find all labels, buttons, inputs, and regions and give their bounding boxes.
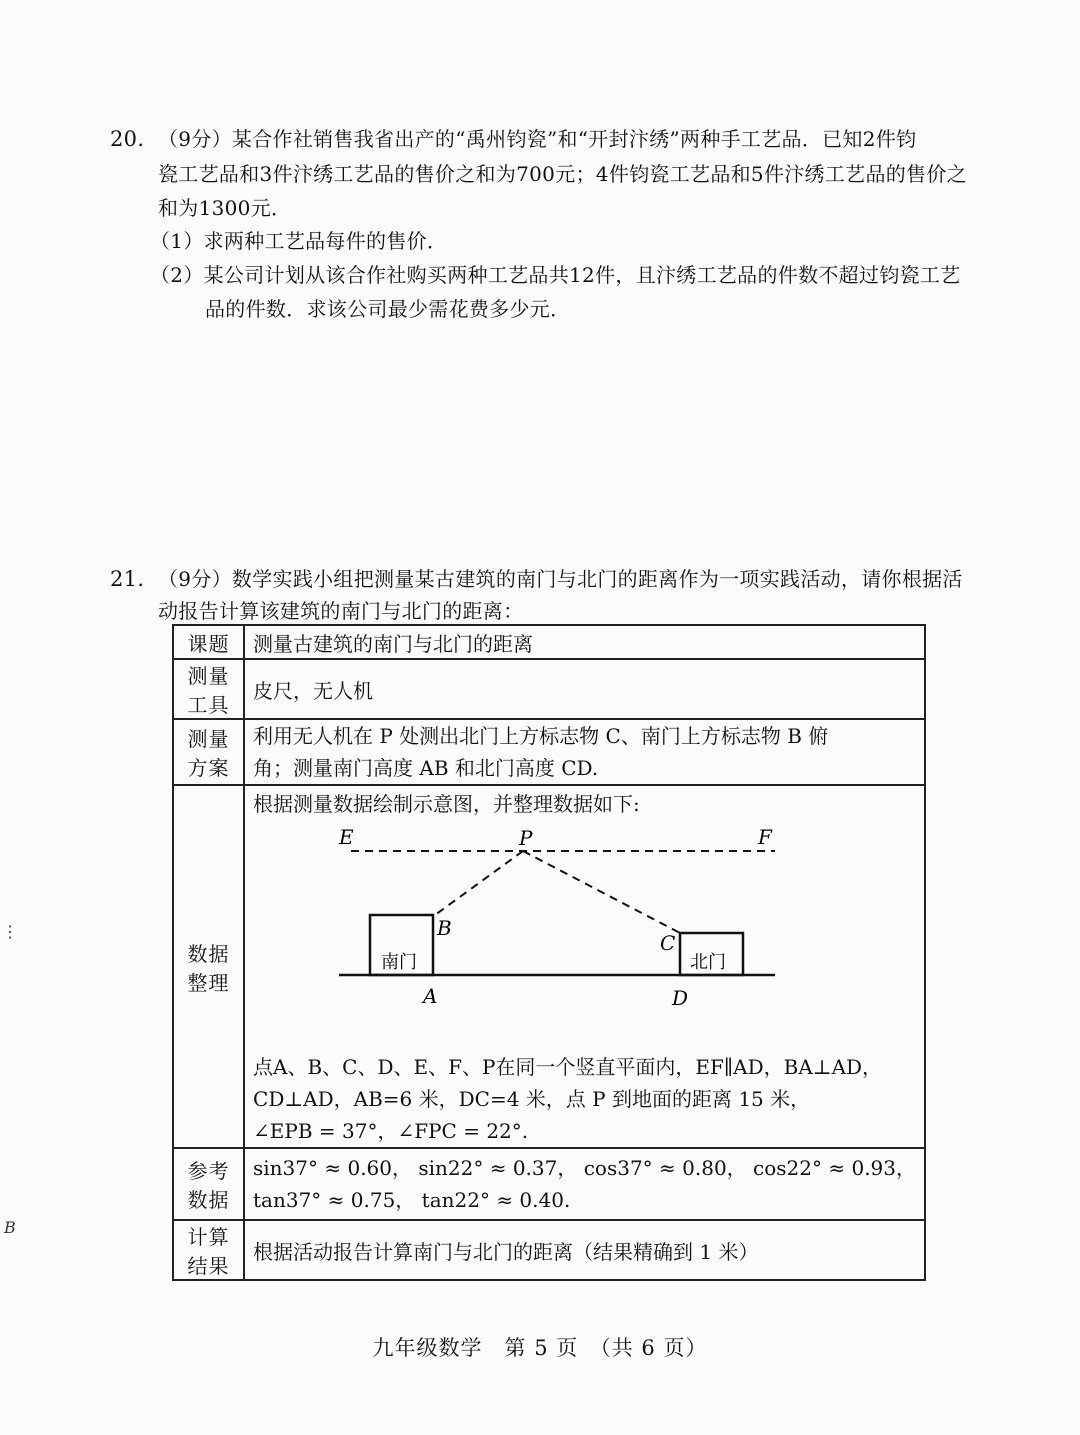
row-reference [173,1148,925,1220]
data-label: 数据整理 [173,785,244,1148]
row-result [173,1220,925,1280]
gate-diagram [253,820,853,1045]
reference-line-2: tan37° ≈ 0.75， tan22° ≈ 0.40. [253,1188,571,1212]
q20-number: 20. [110,127,145,151]
topic-label: 课题 [173,625,244,659]
reference-line-1: sin37° ≈ 0.60， sin22° ≈ 0.37， cos37° ≈ 0.80， cos22° ≈ 0.93， [253,1156,916,1180]
row-data [173,785,925,1148]
row-topic [173,625,925,659]
label-F: F [758,825,772,849]
data-line-2: CD⊥AD，AB=6 米，DC=4 米，点 P 到地面的距离 15 米， [253,1087,811,1111]
reference-label: 参考数据 [173,1148,244,1220]
tools-value: 皮尺，无人机 [244,659,925,719]
q20-part-2-line-1: （2）某公司计划从该合作社购买两种工艺品共12件，且汴绣工艺品的件数不超过钧瓷工艺 [150,263,961,287]
activity-report-table [172,624,926,1281]
plan-line-1: 利用无人机在 P 处测出北门上方标志物 C、南门上方标志物 B 俯 [253,724,829,748]
reference-value [244,1148,925,1220]
topic-value: 测量古建筑的南门与北门的距离 [244,625,925,659]
south-gate-label: 南门 [381,952,418,973]
tools-label: 测量工具 [173,659,244,719]
margin-mark-2: B [4,1218,16,1237]
data-value [244,785,925,1148]
data-intro: 根据测量数据绘制示意图，并整理数据如下: [253,792,640,816]
label-P: P [519,826,533,850]
margin-mark-1: ⋮ [2,922,18,941]
q20-line-1: （9分）某合作社销售我省出产的“禹州钧瓷”和“开封汴绣”两种手工艺品．已知2件钧 [158,127,917,151]
north-gate-label: 北门 [690,952,727,973]
q20-part-1: （1）求两种工艺品每件的售价． [150,229,448,253]
q21-line-1: （9分）数学实践小组把测量某古建筑的南门与北门的距离作为一项实践活动，请你根据活 [158,567,963,591]
plan-line-2: 角；测量南门高度 AB 和北门高度 CD. [253,756,599,780]
page-footer: 九年级数学 第 5 页 （共 6 页） [372,1336,708,1360]
result-label: 计算结果 [173,1220,244,1280]
row-tools [173,659,925,719]
data-line-1: 点A、B、C、D、E、F、P在同一个竖直平面内，EF∥AD，BA⊥AD， [253,1055,883,1079]
result-value: 根据活动报告计算南门与北门的距离（结果精确到 1 米） [244,1220,925,1280]
label-A: A [423,984,438,1008]
label-B: B [437,916,452,940]
label-E: E [339,825,354,849]
q20-line-2: 瓷工艺品和3件汴绣工艺品的售价之和为700元；4件钧瓷工艺品和5件汴绣工艺品的售价之 [158,162,967,186]
label-C: C [660,931,676,955]
row-plan [173,719,925,785]
q20-part-2-line-2: 品的件数．求该公司最少需花费多少元． [205,297,571,321]
plan-value [244,719,925,785]
q21-line-2: 动报告计算该建筑的南门与北门的距离： [158,599,524,623]
q20-line-3: 和为1300元． [158,196,292,220]
line-PB [435,851,523,915]
line-PC [523,851,680,933]
q21-number: 21. [110,567,145,591]
plan-label: 测量方案 [173,719,244,785]
data-line-3: ∠EPB = 37°，∠FPC = 22°. [253,1119,529,1143]
label-D: D [672,986,689,1010]
